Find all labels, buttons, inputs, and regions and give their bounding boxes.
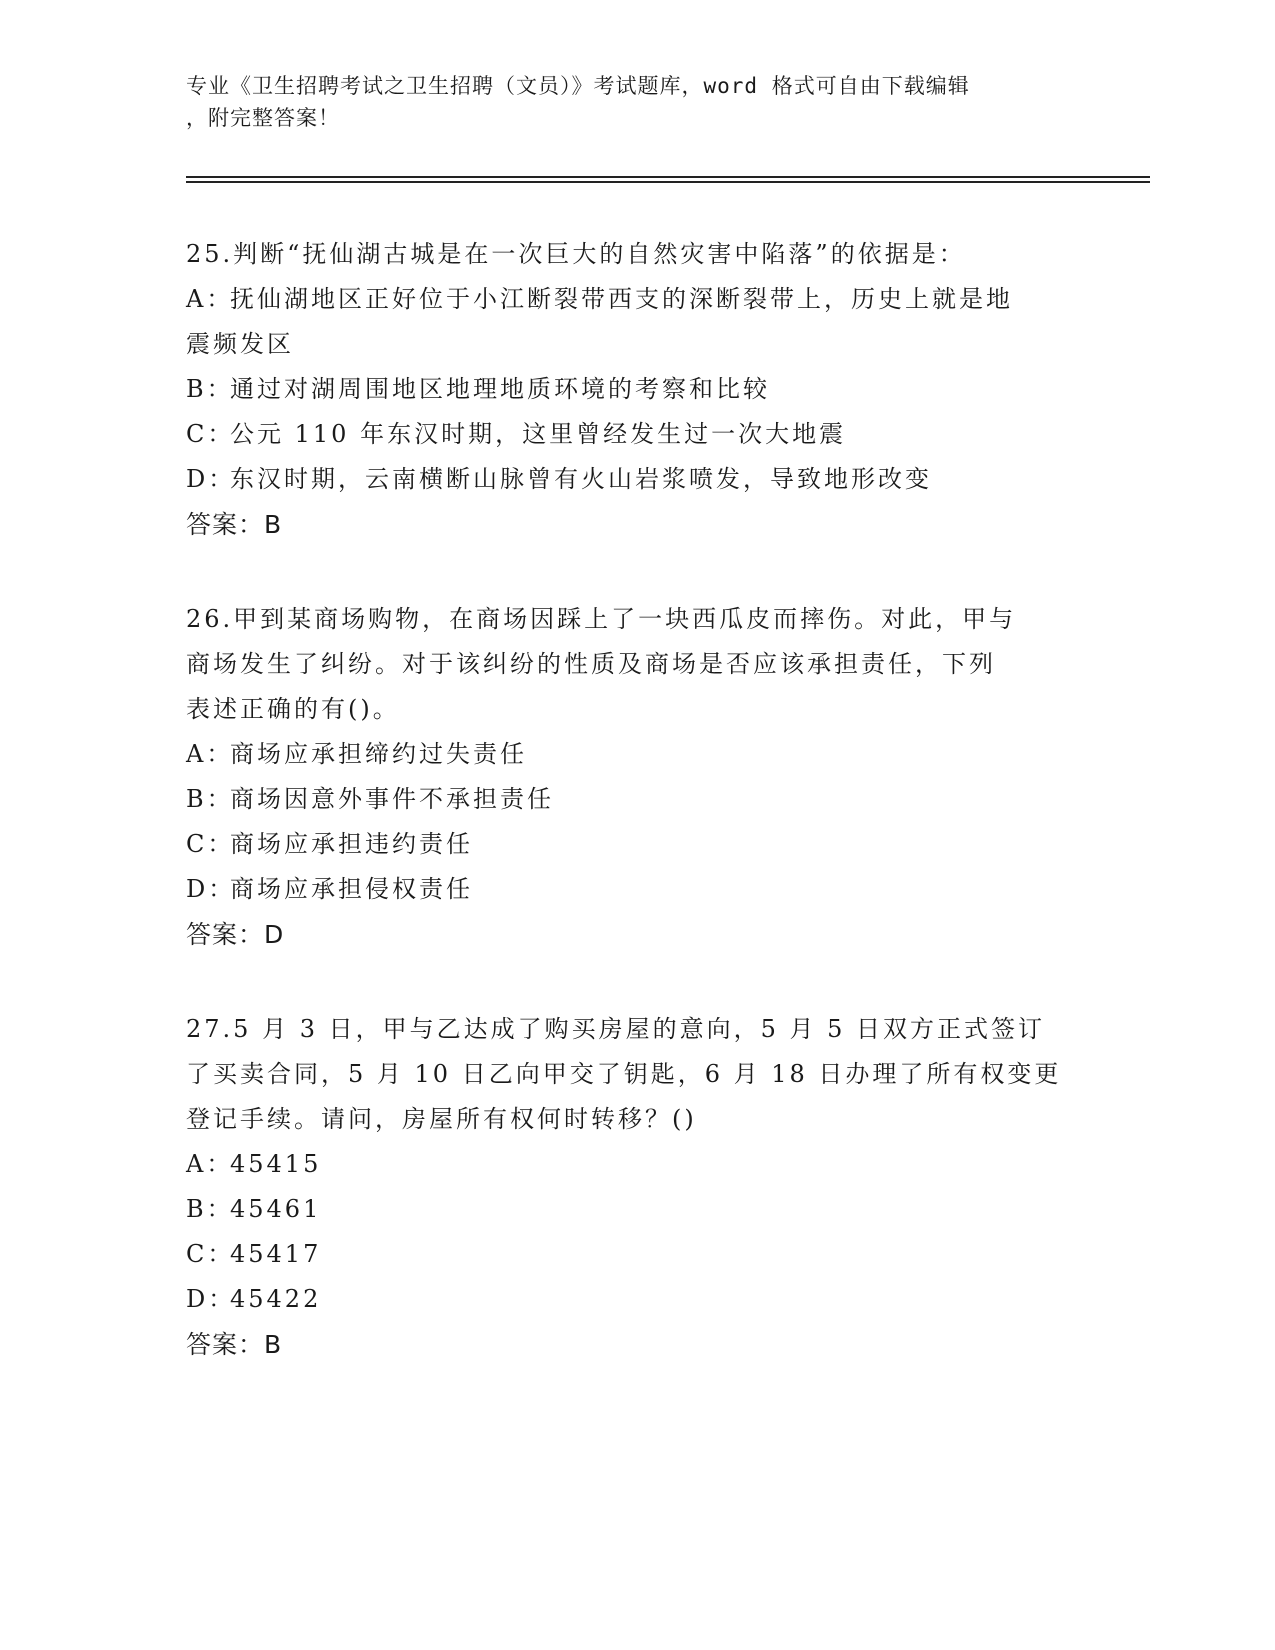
option-key: D： <box>186 875 236 903</box>
option-key: C： <box>186 420 235 448</box>
option-text: 45417 <box>230 1240 322 1268</box>
option-text: 通过对湖周围地区地理地质环境的考察和比较 <box>230 375 770 403</box>
option-a <box>186 277 1066 322</box>
question-stem-line-2: 商场发生了纠纷。对于该纠纷的性质及商场是否应该承担责任，下列 <box>186 650 996 678</box>
question-stem-line-3: 登记手续。请问，房屋所有权何时转移？() <box>186 1105 697 1133</box>
question-27 <box>186 1007 1066 1367</box>
option-text: 商场因意外事件不承担责任 <box>230 785 554 813</box>
option-key: B： <box>186 375 234 403</box>
question-stem-line-1: 27.5 月 3 日，甲与乙达成了购买房屋的意向，5 月 5 日双方正式签订 <box>186 1015 1046 1043</box>
header-divider-bottom <box>186 181 1150 183</box>
question-stem: 25.判断“抚仙湖古城是在一次巨大的自然灾害中陷落”的依据是： <box>186 240 966 268</box>
option-text: 45461 <box>230 1195 322 1223</box>
option-a <box>186 1142 1066 1187</box>
option-key: B： <box>186 1195 234 1223</box>
option-b <box>186 367 1066 412</box>
option-text: 45415 <box>230 1150 322 1178</box>
option-b <box>186 1187 1066 1232</box>
header-line-1: 专业《卫生招聘考试之卫生招聘（文员）》考试题库，word 格式可自由下载编辑 <box>186 74 970 98</box>
option-key: A： <box>186 285 234 313</box>
option-key: A： <box>186 740 234 768</box>
option-key: C： <box>186 1240 235 1268</box>
question-26 <box>186 597 1066 957</box>
option-b <box>186 777 1066 822</box>
option-a <box>186 732 1066 777</box>
option-key: B： <box>186 785 234 813</box>
document-header <box>186 70 1066 134</box>
option-a-continued <box>186 322 1066 367</box>
question-25 <box>186 232 1066 547</box>
question-stem-line-2: 了买卖合同，5 月 10 日乙向甲交了钥匙，6 月 18 日办理了所有权变更 <box>186 1060 1062 1088</box>
question-stem-line-3: 表述正确的有()。 <box>186 695 400 723</box>
option-text: 公元 110 年东汉时期，这里曾经发生过一次大地震 <box>230 420 847 448</box>
option-text: 商场应承担侵权责任 <box>230 875 473 903</box>
option-key: D： <box>186 465 236 493</box>
header-line-2: ，附完整答案！ <box>186 106 340 130</box>
option-text: 震频发区 <box>186 330 294 358</box>
option-key: A： <box>186 1150 234 1178</box>
option-d <box>186 1277 1066 1322</box>
option-key: C： <box>186 830 235 858</box>
option-text: 45422 <box>230 1285 322 1313</box>
option-c <box>186 412 1066 457</box>
option-text: 商场应承担缔约过失责任 <box>230 740 527 768</box>
answer-label: 答案：D <box>186 920 285 949</box>
option-d <box>186 867 1066 912</box>
answer-label: 答案：B <box>186 510 283 539</box>
option-c <box>186 1232 1066 1277</box>
question-stem-line-1: 26.甲到某商场购物，在商场因踩上了一块西瓜皮而摔伤。对此，甲与 <box>186 605 1017 633</box>
option-c <box>186 822 1066 867</box>
option-text: 商场应承担违约责任 <box>230 830 473 858</box>
option-text: 东汉时期，云南横断山脉曾有火山岩浆喷发，导致地形改变 <box>230 465 932 493</box>
answer-label: 答案：B <box>186 1330 283 1359</box>
option-key: D： <box>186 1285 236 1313</box>
option-d <box>186 457 1066 502</box>
option-text: 抚仙湖地区正好位于小江断裂带西支的深断裂带上，历史上就是地 <box>230 285 1013 313</box>
header-divider-top <box>186 176 1150 178</box>
